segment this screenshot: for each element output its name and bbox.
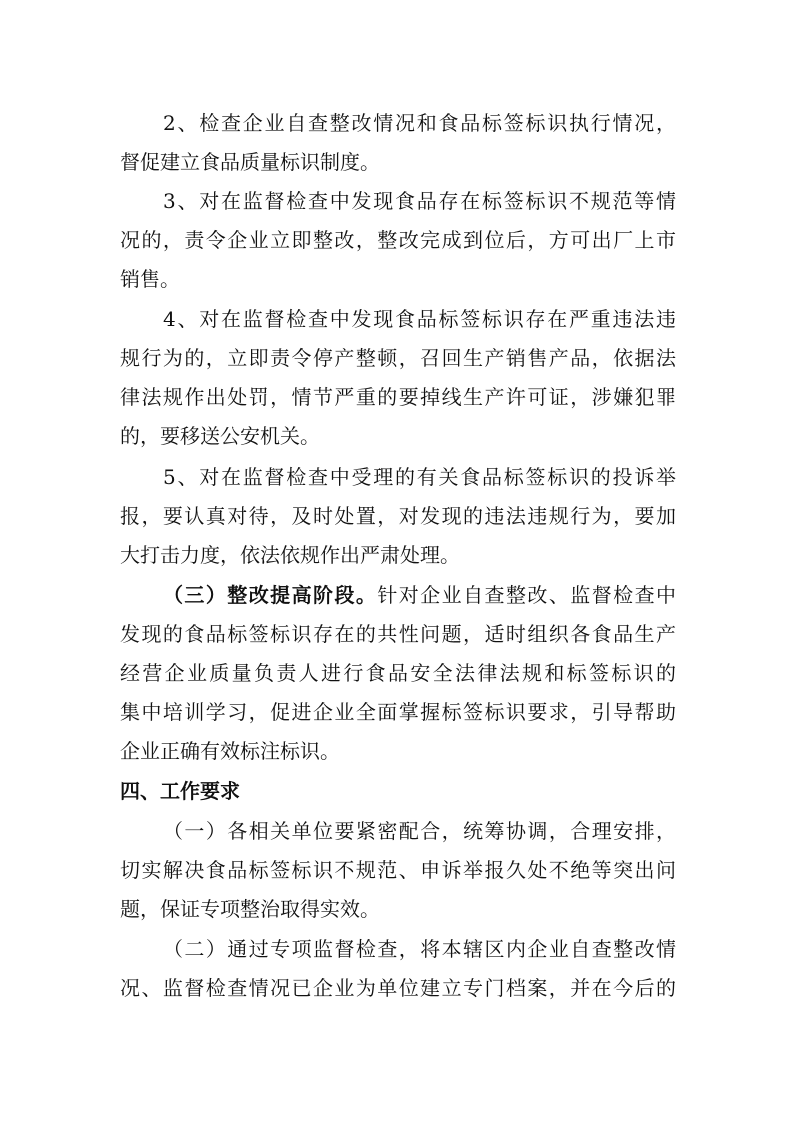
paragraph-line: 经营企业质量负责人进行食品安全法律法规和标签标识的: [120, 661, 676, 685]
paragraph-line: 督促建立食品质量标识制度。: [120, 150, 380, 174]
paragraph-line: 规行为的，立即责令停产整顿，召回生产销售产品，依据法: [120, 346, 676, 370]
paragraph-line: 律法规作出处罚，情节严重的要掉线生产许可证，涉嫌犯罪: [120, 385, 676, 409]
paragraph-line: 的，要移送公安机关。: [120, 424, 320, 448]
paragraph-line: 集中培训学习，促进企业全面掌握标签标识要求，引导帮助: [120, 700, 676, 724]
paragraph-line: 题，保证专项整治取得实效。: [120, 897, 380, 921]
paragraph-line: （一）各相关单位要紧密配合，统筹协调，合理安排，: [163, 819, 676, 843]
paragraph-line: 大打击力度，依法依规作出严肃处理。: [120, 543, 460, 567]
paragraph-line: 况、监督检查情况已企业为单位建立专门档案，并在今后的: [120, 976, 676, 1000]
paragraph-line: 企业正确有效标注标识。: [120, 739, 340, 763]
paragraph-line: 况的，责令企业立即整改，整改完成到位后，方可出厂上市: [120, 228, 676, 252]
section-title: 四、工作要求: [120, 779, 240, 803]
paragraph-line: （二）通过专项监督检查，将本辖区内企业自查整改情: [163, 937, 676, 961]
paragraph-line: 4、对在监督检查中发现食品标签标识存在严重违法违: [163, 307, 676, 331]
paragraph-line: 发现的食品标签标识存在的共性问题，适时组织各食品生产: [120, 622, 676, 646]
paragraph-text: 针对企业自查整改、监督检查中: [377, 583, 677, 607]
paragraph-line: 2、检查企业自查整改情况和食品标签标识执行情况，: [163, 111, 676, 135]
paragraph-line: 切实解决食品标签标识不规范、申诉举报久处不绝等突出问: [120, 858, 676, 882]
paragraph-line: 5、对在监督检查中受理的有关食品标签标识的投诉举: [163, 465, 676, 489]
paragraph-line: 3、对在监督检查中发现食品存在标签标识不规范等情: [163, 189, 676, 213]
paragraph-line: 报，要认真对待，及时处置，对发现的违法违规行为，要加: [120, 504, 676, 528]
paragraph-line: 销售。: [120, 267, 180, 291]
section-heading: （三）整改提高阶段。: [163, 583, 378, 607]
paragraph-line: [163, 581, 676, 609]
